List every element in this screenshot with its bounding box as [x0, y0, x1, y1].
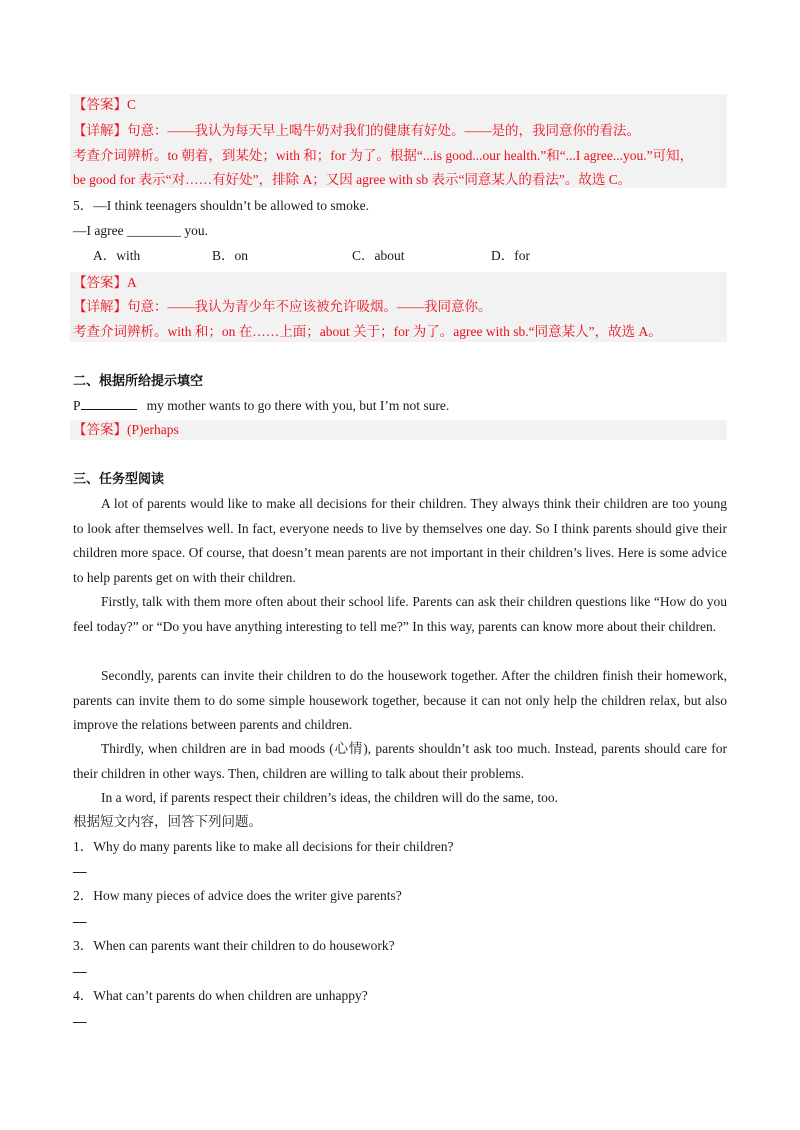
q5-answer: 【答案】A: [73, 275, 137, 290]
section-2-prefix: P: [73, 398, 81, 413]
answer-blank-2: __: [73, 909, 87, 924]
section-2-question: [73, 396, 449, 416]
q5-stem-line-1: 5．—I think teenagers shouldn’t be allowed to smoke.: [73, 198, 369, 213]
answer-blank-4: __: [73, 1009, 87, 1024]
answer-blank-3: __: [73, 959, 87, 974]
q5-option-b: B．on: [212, 248, 249, 263]
reading-question-3: 3．When can parents want their children to do housework?: [73, 938, 395, 953]
section-2-sentence: my mother wants to go there with you, but I’m not sure.: [146, 398, 450, 413]
section-2-answer: 【答案】(P)erhaps: [73, 422, 179, 437]
reading-question-2: 2．How many pieces of advice does the writer give parents?: [73, 888, 402, 903]
q4-detail-line-2: 考查介词辨析。to 朝着，到某处；with 和；for 为了。根据“...is good...our health.”和“...I agree...you.”可知，: [73, 148, 694, 163]
reading-question-1: 1．Why do many parents like to make all decisions for their children?: [73, 839, 454, 854]
reading-question-4: 4．What can’t parents do when children are unhappy?: [73, 988, 368, 1003]
q5-detail-line-1: 【详解】句意：——我认为青少年不应该被允许吸烟。——我同意你。: [73, 299, 492, 314]
section-2-heading: 二、根据所给提示填空: [73, 374, 204, 389]
reading-instruction: 根据短文内容，回答下列问题。: [73, 814, 262, 829]
section-3-heading: 三、任务型阅读: [73, 472, 165, 487]
reading-paragraph-3: Secondly, parents can invite their children to do the housework together. After the children finish their homework, parents can invite them to do some simple housework together, because it can not only help the children relax, but also improve the relations between parents and children.: [73, 668, 727, 733]
reading-paragraph-2: Firstly, talk with them more often about their school life. Parents can ask their children questions like “How do you feel today?” or “Do you have anything interesting to tell me?” In this way, parents can know more about their children.: [73, 594, 727, 634]
q5-detail-line-2: 考查介词辨析。with 和；on 在……上面；about 关于；for 为了。agree with sb.“同意某人”，故选 A。: [73, 324, 662, 339]
reading-paragraph-1: A lot of parents would like to make all decisions for their children. They always think their children are too young to look after themselves well. In fact, everyone needs to live by themselves one day. So I think parents should give their children more space. Of course, that doesn’t mean parents are not important in their children’s lives. Here is some advice to help parents get on with their children.: [73, 496, 727, 585]
q4-detail-line-1: 【详解】句意：——我认为每天早上喝牛奶对我们的健康有好处。——是的，我同意你的看法。: [73, 123, 640, 138]
answer-blank-1: __: [73, 859, 87, 874]
q5-option-a: A．with: [93, 248, 141, 263]
reading-paragraph-4: Thirdly, when children are in bad moods (心情), parents shouldn’t ask too much. Instead, parents should care for their children in other ways. Then, children are willing to talk about their problems.: [73, 741, 727, 781]
q4-detail-line-3: be good for 表示“对……有好处”，排除 A；又因 agree with sb 表示“同意某人的看法”。故选 C。: [73, 172, 632, 187]
q5-option-c: C．about: [352, 248, 405, 263]
q4-answer: 【答案】C: [73, 97, 137, 112]
q5-option-d: D．for: [491, 248, 530, 263]
fill-blank: [81, 397, 137, 410]
reading-paragraph-5: In a word, if parents respect their children’s ideas, the children will do the same, too.: [101, 790, 558, 805]
q5-stem-line-2: —I agree ________ you.: [73, 223, 208, 238]
